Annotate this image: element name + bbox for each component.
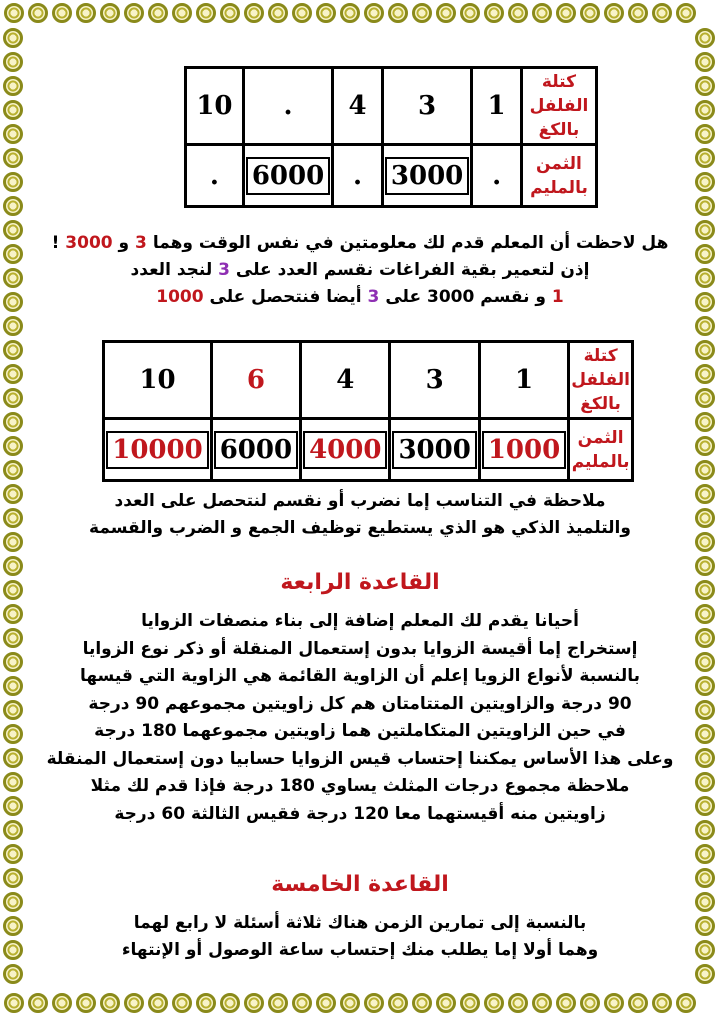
- border-ring: [695, 412, 715, 432]
- border-ring: [484, 993, 504, 1013]
- border-ring: [3, 268, 23, 288]
- border-ring: [3, 796, 23, 816]
- border-ring: [695, 724, 715, 744]
- border-ring: [604, 3, 624, 23]
- cell: [211, 419, 300, 481]
- border-ring: [436, 3, 456, 23]
- border-ring: [172, 993, 192, 1013]
- border-ring: [580, 3, 600, 23]
- border-ring: [580, 993, 600, 1013]
- border-ring: [244, 3, 264, 23]
- border-ring: [460, 3, 480, 23]
- rule4-line: أحيانا يقدم لك المعلم إضافة إلى بناء منصفات الزوايا: [141, 611, 579, 631]
- border-ring: [436, 993, 456, 1013]
- cell: .: [333, 145, 383, 207]
- border-ring: [3, 748, 23, 768]
- border-ring: [3, 484, 23, 504]
- border-ring: [695, 796, 715, 816]
- cell: [301, 419, 390, 481]
- border-ring: [76, 993, 96, 1013]
- rule4-line: ملاحظة مجموع درجات المثلث يساوي 180 درجة فإذا قدم لك مثلا: [90, 776, 630, 796]
- border-ring: [28, 3, 48, 23]
- border-ring: [695, 844, 715, 864]
- cell-box: 3000: [385, 157, 469, 195]
- border-ring: [695, 820, 715, 840]
- border-ring: [3, 628, 23, 648]
- cell-box: 6000: [246, 157, 330, 195]
- border-ring: [695, 28, 715, 48]
- border-ring: [3, 124, 23, 144]
- border-ring: [652, 3, 672, 23]
- border-ring: [695, 460, 715, 480]
- border-ring: [695, 340, 715, 360]
- border-ring: [268, 3, 288, 23]
- border-ring: [628, 993, 648, 1013]
- proportion-table-2: [102, 340, 634, 482]
- border-ring: [3, 844, 23, 864]
- rule5-paragraph: [36, 910, 684, 964]
- border-ring: [695, 580, 715, 600]
- border-ring: [3, 676, 23, 696]
- border-ring: [695, 748, 715, 768]
- cell: 3: [390, 342, 479, 419]
- border-ring: [3, 172, 23, 192]
- rule4-line: بالنسبة لأنواع الزويا إعلم أن الزاوية القائمة هي الزاوية التي قيسها: [79, 666, 641, 686]
- border-ring: [695, 484, 715, 504]
- border-ring: [695, 196, 715, 216]
- border-ring: [3, 196, 23, 216]
- border-ring: [3, 604, 23, 624]
- border-ring: [695, 148, 715, 168]
- explanation-line-2: إذن لتعمير بقية الفراغات نقسم العدد على 3 لنجد العدد: [130, 260, 590, 280]
- border-ring: [3, 340, 23, 360]
- rule4-line: في حين الزاويتين المتكاملتين هما زاويتين مجموعهما 180 درجة: [94, 721, 626, 741]
- cell: 10: [104, 342, 211, 419]
- cell: .: [186, 145, 244, 207]
- border-ring: [220, 3, 240, 23]
- price-header-cell: الثمن بالمليم: [521, 145, 596, 207]
- border-ring: [3, 364, 23, 384]
- cell: [382, 145, 471, 207]
- border-ring: [3, 292, 23, 312]
- border-ring: [3, 148, 23, 168]
- border-ring: [556, 3, 576, 23]
- rule4-paragraph: [36, 608, 684, 828]
- border-ring: [556, 993, 576, 1013]
- border-ring: [3, 52, 23, 72]
- border-ring: [532, 3, 552, 23]
- rule4-line: وعلى هذا الأساس يمكننا إحتساب قيس الزوايا حسابيا دون إستعمال المنقلة: [46, 748, 674, 769]
- border-top: [2, 2, 698, 24]
- border-ring: [3, 940, 23, 960]
- border-ring: [3, 868, 23, 888]
- cell: [479, 419, 568, 481]
- border-ring: [3, 892, 23, 912]
- border-ring: [695, 508, 715, 528]
- cell: 4: [333, 68, 383, 145]
- rule5-title: القاعدة الخامسة: [271, 872, 449, 897]
- cell: 1: [472, 68, 522, 145]
- border-ring: [364, 993, 384, 1013]
- rule4-line: 90 درجة والزاويتين المتتامتان هم كل زاويتين مجموعهم 90 درجة: [88, 693, 632, 714]
- border-ring: [100, 993, 120, 1013]
- border-ring: [3, 532, 23, 552]
- border-left: [2, 26, 24, 986]
- border-ring: [3, 412, 23, 432]
- border-ring: [695, 124, 715, 144]
- border-ring: [508, 3, 528, 23]
- border-ring: [695, 100, 715, 120]
- border-ring: [52, 3, 72, 23]
- border-ring: [695, 676, 715, 696]
- border-ring: [3, 460, 23, 480]
- border-ring: [3, 652, 23, 672]
- border-ring: [316, 3, 336, 23]
- cell-box: 6000: [214, 431, 298, 469]
- cell: [104, 419, 211, 481]
- border-ring: [695, 772, 715, 792]
- rule5-line: وهما أولا إما يطلب منك إحتساب ساعة الوصول أو الإنتهاء: [121, 940, 599, 960]
- border-ring: [695, 388, 715, 408]
- border-ring: [100, 3, 120, 23]
- border-ring: [28, 993, 48, 1013]
- border-ring: [695, 700, 715, 720]
- explanation-line-3: 1 و نقسم 3000 على 3 أيضا فنتحصل على 1000: [156, 287, 564, 307]
- border-ring: [4, 993, 24, 1013]
- border-ring: [3, 316, 23, 336]
- border-ring: [695, 628, 715, 648]
- border-ring: [3, 220, 23, 240]
- border-ring: [196, 3, 216, 23]
- border-ring: [695, 604, 715, 624]
- border-ring: [364, 3, 384, 23]
- border-right: [694, 26, 716, 986]
- border-ring: [695, 292, 715, 312]
- note-paragraph: [36, 488, 684, 542]
- worksheet-page: [36, 36, 684, 982]
- border-ring: [124, 993, 144, 1013]
- border-ring: [3, 724, 23, 744]
- border-ring: [532, 993, 552, 1013]
- border-ring: [3, 556, 23, 576]
- cell-box: 10000: [106, 431, 208, 469]
- border-ring: [292, 993, 312, 1013]
- cell: 10: [186, 68, 244, 145]
- border-ring: [3, 244, 23, 264]
- border-ring: [695, 364, 715, 384]
- rule4-line: زاويتين منه أقيستهما معا 120 درجة فقيس الثالثة 60 درجة: [114, 803, 606, 824]
- border-ring: [695, 556, 715, 576]
- border-ring: [676, 3, 696, 23]
- mass-header-cell: كتلة الفلفل بالكغ: [569, 342, 633, 419]
- border-ring: [3, 100, 23, 120]
- border-ring: [388, 3, 408, 23]
- cell: 3: [382, 68, 471, 145]
- note-line-2: والتلميذ الذكي هو الذي يستطيع توظيف الجمع و الضرب والقسمة: [89, 518, 631, 538]
- border-ring: [340, 3, 360, 23]
- cell: [243, 145, 332, 207]
- border-ring: [484, 3, 504, 23]
- border-ring: [628, 3, 648, 23]
- border-ring: [196, 993, 216, 1013]
- explanation-paragraph: [36, 230, 684, 311]
- border-ring: [695, 436, 715, 456]
- border-ring: [695, 868, 715, 888]
- border-ring: [695, 940, 715, 960]
- border-ring: [124, 3, 144, 23]
- border-ring: [695, 892, 715, 912]
- border-bottom: [2, 992, 698, 1014]
- note-line-1: ملاحظة في التناسب إما نضرب أو نقسم لنتحصل على العدد: [114, 491, 606, 511]
- cell: .: [472, 145, 522, 207]
- rule4-line: إستخراج إما أقيسة الزوايا بدون إستعمال المنقلة أو ذكر نوع الزوايا: [82, 638, 638, 659]
- border-ring: [695, 172, 715, 192]
- border-ring: [3, 388, 23, 408]
- border-ring: [388, 993, 408, 1013]
- cell-box: 4000: [303, 431, 387, 469]
- border-ring: [695, 76, 715, 96]
- border-ring: [244, 993, 264, 1013]
- border-ring: [652, 993, 672, 1013]
- border-ring: [676, 993, 696, 1013]
- border-ring: [76, 3, 96, 23]
- border-ring: [508, 993, 528, 1013]
- border-ring: [695, 916, 715, 936]
- border-ring: [3, 508, 23, 528]
- border-ring: [172, 3, 192, 23]
- cell: 6: [211, 342, 300, 419]
- border-ring: [3, 436, 23, 456]
- cell: 1: [479, 342, 568, 419]
- border-ring: [3, 772, 23, 792]
- border-ring: [340, 993, 360, 1013]
- cell: 4: [301, 342, 390, 419]
- border-ring: [460, 993, 480, 1013]
- border-ring: [148, 993, 168, 1013]
- border-ring: [220, 993, 240, 1013]
- border-ring: [3, 28, 23, 48]
- border-ring: [268, 993, 288, 1013]
- border-ring: [3, 820, 23, 840]
- border-ring: [52, 993, 72, 1013]
- border-ring: [3, 700, 23, 720]
- cell: .: [243, 68, 332, 145]
- border-ring: [3, 76, 23, 96]
- rule5-line: بالنسبة إلى تمارين الزمن هناك ثلاثة أسئلة لا رابع لهما: [133, 913, 587, 933]
- border-ring: [3, 916, 23, 936]
- border-ring: [4, 3, 24, 23]
- border-ring: [695, 532, 715, 552]
- border-ring: [412, 3, 432, 23]
- border-ring: [292, 3, 312, 23]
- cell-box: 1000: [482, 431, 566, 469]
- cell: [390, 419, 479, 481]
- border-ring: [412, 993, 432, 1013]
- rule4-title: القاعدة الرابعة: [280, 570, 440, 595]
- border-ring: [695, 52, 715, 72]
- border-ring: [604, 993, 624, 1013]
- border-ring: [695, 220, 715, 240]
- border-ring: [316, 993, 336, 1013]
- border-ring: [3, 580, 23, 600]
- proportion-table-1: [184, 66, 598, 208]
- border-ring: [148, 3, 168, 23]
- cell-box: 3000: [392, 431, 476, 469]
- border-ring: [695, 244, 715, 264]
- border-ring: [3, 964, 23, 984]
- border-ring: [695, 316, 715, 336]
- border-ring: [695, 268, 715, 288]
- border-ring: [695, 964, 715, 984]
- border-ring: [695, 652, 715, 672]
- explanation-line-1: هل لاحظت أن المعلم قدم لك معلومتين في نفس الوقت وهما 3 و 3000 !: [51, 233, 669, 253]
- mass-header-cell: كتلة الفلفل بالكغ: [521, 68, 596, 145]
- price-header-cell: الثمن بالمليم: [569, 419, 633, 481]
